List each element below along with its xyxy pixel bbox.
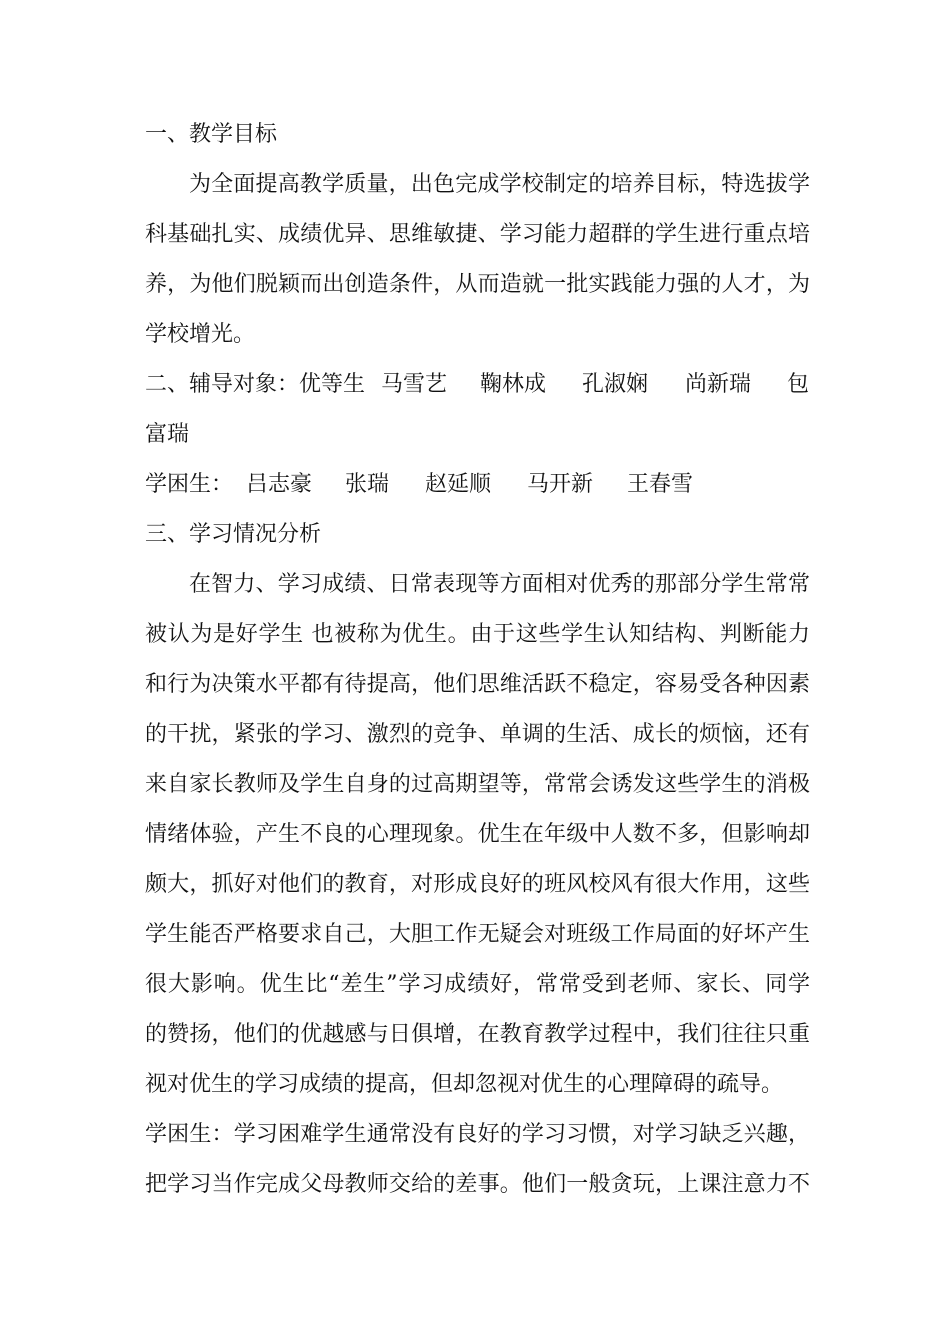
student-name: 张瑞	[345, 472, 390, 497]
students-row-struggling	[145, 470, 810, 500]
paragraph-line: 养，为他们脱颖而出创造条件，从而造就一批实践能力强的人才，为	[145, 272, 810, 297]
paragraph-line: 很大影响。优生比“差生”学习成绩好，常常受到老师、家长、同学	[145, 972, 810, 997]
student-name: 孔淑娴	[582, 372, 649, 397]
paragraph-line: 的干扰，紧张的学习、激烈的竞争、单调的生活、成长的烦恼，还有	[145, 722, 810, 747]
student-name: 赵延顺	[425, 472, 492, 497]
student-name: 鞠林成	[480, 372, 547, 397]
students-row-top	[145, 370, 810, 400]
section-heading-goals: 一、教学目标	[145, 122, 278, 147]
section-heading-targets: 二、辅导对象：优等生	[145, 372, 366, 397]
paragraph-line: 和行为决策水平都有待提高，他们思维活跃不稳定，容易受各种因素	[145, 672, 810, 697]
paragraph-line: 的赞扬，他们的优越感与日俱增，在教育教学过程中，我们往往只重	[145, 1022, 810, 1047]
section-heading-analysis: 三、学习情况分析	[145, 522, 322, 547]
student-name: 尚新瑞	[685, 372, 752, 397]
student-name: 包	[787, 372, 810, 397]
paragraph-line: 为全面提高教学质量，出色完成学校制定的培养目标，特选拔学	[189, 172, 810, 197]
paragraph-line: 学困生：学习困难学生通常没有良好的学习习惯，对学习缺乏兴趣，	[145, 1122, 810, 1147]
paragraph-line: 被认为是好学生 也被称为优生。由于这些学生认知结构、判断能力	[145, 622, 810, 647]
student-name: 马雪艺	[381, 372, 448, 397]
paragraph-line: 学生能否严格要求自己，大胆工作无疑会对班级工作局面的好坏产生	[145, 922, 810, 947]
paragraph-line: 情绪体验，产生不良的心理现象。优生在年级中人数不多，但影响却	[145, 822, 810, 847]
student-name-wrap: 富瑞	[145, 422, 190, 447]
student-name: 吕志豪	[246, 472, 313, 497]
student-name: 马开新	[527, 472, 594, 497]
paragraph-line: 视对优生的学习成绩的提高，但却忽视对优生的心理障碍的疏导。	[145, 1072, 784, 1097]
paragraph-line: 学校增光。	[145, 322, 256, 347]
struggling-label: 学困生：	[145, 472, 234, 497]
paragraph-line: 在智力、学习成绩、日常表现等方面相对优秀的那部分学生常常	[189, 572, 810, 597]
paragraph-line: 颇大，抓好对他们的教育，对形成良好的班风校风有很大作用，这些	[145, 872, 810, 897]
student-name: 王春雪	[627, 472, 694, 497]
paragraph-line: 科基础扎实、成绩优异、思维敏捷、学习能力超群的学生进行重点培	[145, 222, 810, 247]
paragraph-line: 来自家长教师及学生自身的过高期望等，常常会诱发这些学生的消极	[145, 772, 810, 797]
paragraph-line: 把学习当作完成父母教师交给的差事。他们一般贪玩，上课注意力不	[145, 1172, 810, 1197]
